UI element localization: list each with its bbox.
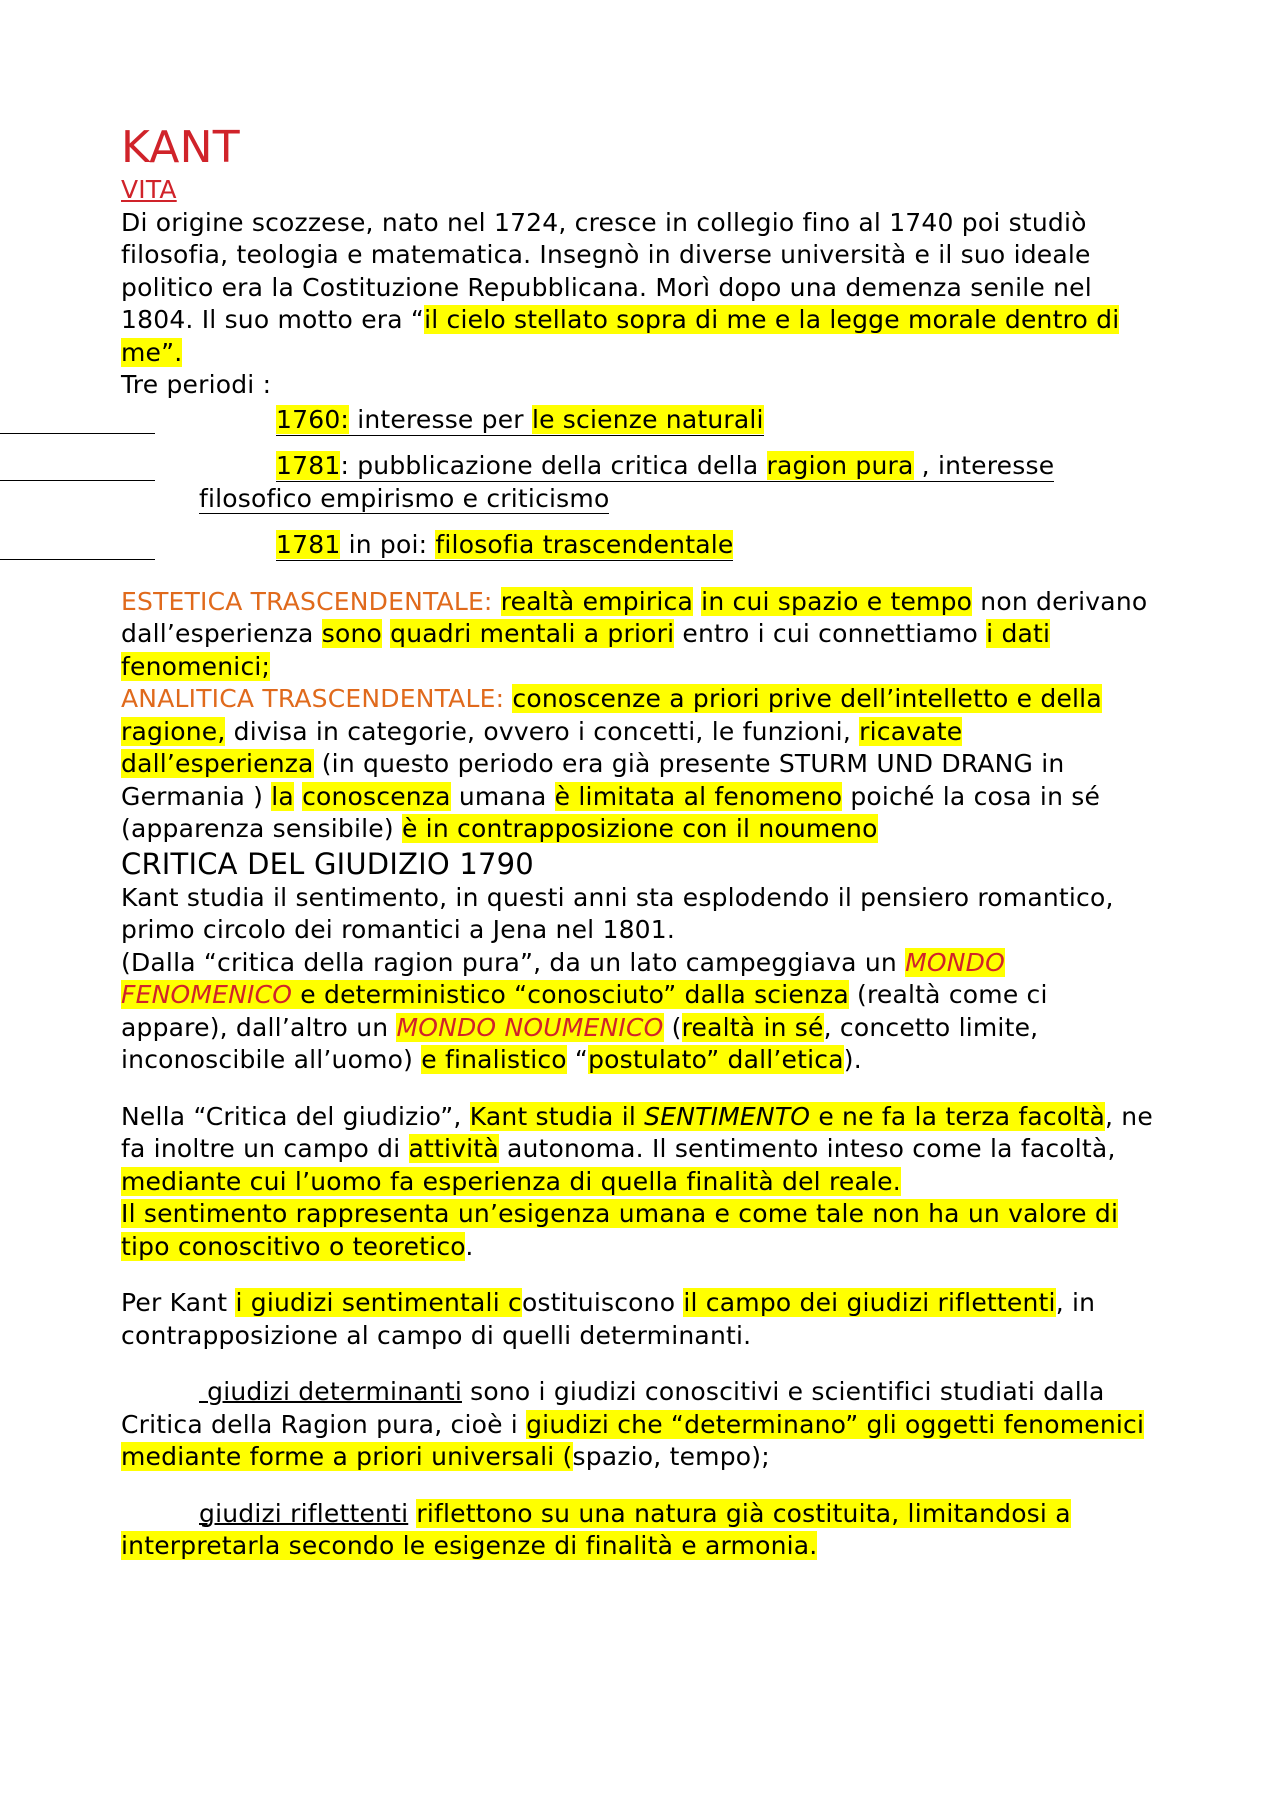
vita-paragraph: Di origine scozzese, nato nel 1724, cresce in collegio fino al 1740 poi studiò filosofia, teologia e matematica. Insegnò in diverse università e il suo ideale politico era la Costituzione Repubblicana. Morì dopo una demenza senile nel 1804. Il suo motto era “il cielo stellato sopra di me e la legge morale dentro di me”. (121, 207, 1120, 367)
period-1781-line2: filosofico empirismo e criticismo (199, 483, 610, 513)
sentimento-paragraph: Il sentimento rappresenta un’esigenza umana e come tale non ha un valore di tipo conoscitivo o teoretico. (121, 1199, 1119, 1261)
page-title: KANT (121, 122, 240, 173)
critica-paragraph-2: (Dalla “critica della ragion pura”, da un lato campeggiava un MONDO FENOMENICO e deterministico “conosciuto” dalla scienza (realtà come ci appare), dall’altro un MONDO NOUMENICO (realtà in sé, concetto limite, inconoscibile all’uomo) e finalistico “postulato” dall’etica). (121, 947, 1048, 1074)
period-1781: 1781: pubblicazione della critica della ragion pura , interesse (121, 450, 1161, 483)
nella-paragraph: Nella “Critica del giudizio”, Kant studia il SENTIMENTO e ne fa la terza facoltà, ne fa inoltre un campo di attività autonoma. Il sentimento inteso come la facoltà, mediante cui l’uomo fa esperienza di quella finalità del reale. (121, 1101, 1153, 1196)
analitica-paragraph: ANALITICA TRASCENDENTALE: conoscenze a priori prive dell’intelletto e della ragione, divisa in categorie, ovvero i concetti, le funzioni, ricavate dall’esperienza (in questo periodo era già presente STURM UND DRANG in Germania ) la conoscenza umana è limitata al fenomeno poiché la cosa in sé (apparenza sensibile) è in contrapposizione con il noumeno (121, 684, 1102, 843)
determinanti-label: giudizi determinanti (199, 1377, 462, 1406)
riflettenti-label: giudizi riflettenti (199, 1498, 409, 1528)
tre-periodi: Tre periodi : (121, 370, 272, 399)
period-1781-poi: 1781 in poi: filosofia trascendentale (121, 529, 1161, 562)
estetica-label: ESTETICA TRASCENDENTALE: (121, 586, 493, 616)
critica-heading: CRITICA DEL GIUDIZIO 1790 (121, 846, 534, 881)
motto-highlight: il cielo stellato sopra di me e la legge morale dentro di me”. (121, 305, 1120, 367)
section-vita-heading: VITA (121, 175, 177, 204)
riflettenti-paragraph: giudizi riflettenti riflettono su una natura già costituita, limitandosi a interpretarla secondo le esigenze di finalità e armonia. (121, 1498, 1071, 1560)
perkant-paragraph: Per Kant i giudizi sentimentali costituiscono il campo dei giudizi riflettenti, in contrapposizione al campo di quelli determinanti. (121, 1288, 1096, 1350)
critica-paragraph-1: Kant studia il sentimento, in questi anni sta esplodendo il pensiero romantico, primo circolo dei romantici a Jena nel 1801. (121, 882, 1114, 944)
analitica-label: ANALITICA TRASCENDENTALE: (121, 684, 505, 713)
period-1760: 1760: interesse per le scienze naturali (121, 404, 1161, 437)
determinanti-paragraph: giudizi determinanti sono i giudizi conoscitivi e scientifici studiati dalla Critica della Ragion pura, cioè i giudizi che “determinano” gli oggetti fenomenici mediante forme a priori universali (spazio, tempo); (121, 1377, 1145, 1471)
estetica-paragraph: ESTETICA TRASCENDENTALE: realtà empirica in cui spazio e tempo non derivano dall’esperienza sono quadri mentali a priori entro i cui connettiamo i dati fenomenici; (121, 586, 1148, 681)
mondo-fenomenico: MONDO FENOMENICO (121, 947, 1005, 1009)
document-body (121, 122, 1161, 1563)
mondo-noumenico: MONDO NOUMENICO (396, 1012, 664, 1042)
